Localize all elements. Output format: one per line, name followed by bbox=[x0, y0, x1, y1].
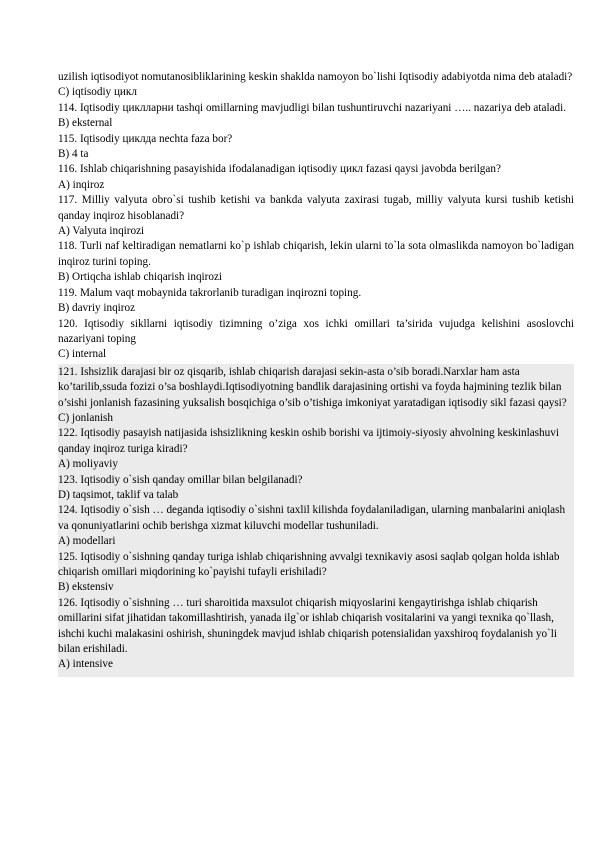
answer-text: A) intensive bbox=[58, 658, 113, 671]
question-text: 126. Iqtisodiy o`sishning … turi sharoitida maxsulot chiqarish miqyoslarini kengaytirishga ishlab chiqarish omillarini sifat jihatidan takomillashtirish, yanada ilg`or ishlab chiqarish vositalarini va yangi texnika qo`llash, ishchi kuchi malakasini oshirish, shuningdek mavjud ishlab chiqarish potensialidan yaxshiroq foydalanish yo`li bilan erishiladi. bbox=[58, 596, 558, 656]
answer-text: C) iqtisodiy цикл bbox=[58, 86, 137, 99]
question-text: 123. Iqtisodiy o`sish qanday omillar bilan belgilanadi? bbox=[58, 473, 303, 486]
answer-text: B) davriy inqiroz bbox=[58, 302, 136, 315]
question-text: 116. Ishlab chiqarishning pasayishida ifodalanadigan iqtisodiy цикл fazasi qaysi javobda berilgan? bbox=[58, 163, 501, 176]
question-text: 119. Malum vaqt mobaynida takrorlanib turadigan inqirozni toping. bbox=[58, 286, 362, 299]
question-text: 120. Iqtisodiy sikllarni iqtisodiy tizimning o’ziga xos ichki omillari ta’sirida vujudga kelishini asoslovchi nazariyani toping bbox=[58, 317, 574, 345]
question-text: 115. Iqtisodiy циклдa nechta faza bor? bbox=[58, 132, 233, 145]
answer-text: D) taqsimot, taklif va talab bbox=[58, 488, 179, 501]
document-page bbox=[58, 70, 574, 677]
answer-text: B) 4 ta bbox=[58, 148, 89, 161]
answer-text: A) modellari bbox=[58, 535, 116, 548]
answer-text: B) Ortiqcha ishlab chiqarish inqirozi bbox=[58, 271, 223, 284]
answer-text: C) jonlanish bbox=[58, 411, 114, 424]
question-text: 118. Turli naf keltiradigan nematlarni ko`p ishlab chiqarish, lekin ularni to`la sota olmaslikda namoyon bo`ladigan inqiroz turini toping. bbox=[58, 240, 574, 268]
questions-block-113-120 bbox=[58, 70, 574, 363]
question-text: 117. Milliy valyuta obro`si tushib ketishi va bankda valyuta zaxirasi tugab, milliy valyuta kursi tushib ketishi qanday inqiroz hisoblanadi? bbox=[58, 194, 574, 222]
question-text: 122. Iqtisodiy pasayish natijasida ishsizlikning keskin oshib borishi va ijtimoiy-siyosiy ahvolning keskinlashuvi qanday inqiroz turiga kiradi? bbox=[58, 427, 559, 455]
questions-block-121-126-shaded bbox=[58, 364, 574, 677]
answer-text: A) moliyaviy bbox=[58, 458, 118, 471]
answer-text: A) inqiroz bbox=[58, 178, 105, 191]
question-text: uzilish iqtisodiyot nomutanosibliklarining keskin shaklda namoyon bo`lishi Iqtisodiy adabiyotda nima deb ataladi? bbox=[58, 71, 573, 83]
question-text: 125. Iqtisodiy o`sishning qanday turiga ishlab chiqarishning avvalgi texnikaviy asosi saqlab qolgan holda ishlab chiqarish omillari miqdorining ko`payishi tufayli erishiladi? bbox=[58, 550, 560, 578]
answer-text: C) internal bbox=[58, 348, 107, 361]
answer-text: A) Valyuta inqirozi bbox=[58, 225, 145, 238]
question-text: 114. Iqtisodiy цикллaрни tashqi omillarning mavjudligi bilan tushuntiruvchi nazariyani ….. nazariya deb ataladi. bbox=[58, 101, 567, 114]
question-text: 124. Iqtisodiy o`sish … deganda iqtisodiy o`sishni taxlil kilishda foydalaniladigan, ularning manbalarini aniqlash va qonuniyatlarini ochib berishga xizmat kiluvchi modellar tushuniladi. bbox=[58, 504, 566, 532]
answer-text: B) ekstensiv bbox=[58, 581, 114, 594]
question-text: 121. Ishsizlik darajasi bir oz qisqarib, ishlab chiqarish darajasi sekin-asta o’sib boradi.Narxlar ham asta ko’tarilib,ssuda fozizi o’sa boshlaydi.Iqtisodiyotning bandlik darajasining ortishi va foyda hajmining tezlik bilan o’sishi jonlanish fazasining yuksalish bosqichiga o’sib o’tishiga imkoniyat yaratadigan iqtisodiy sikl fazasi qaysi? bbox=[58, 365, 567, 409]
answer-text: B) eksternal bbox=[58, 117, 113, 130]
